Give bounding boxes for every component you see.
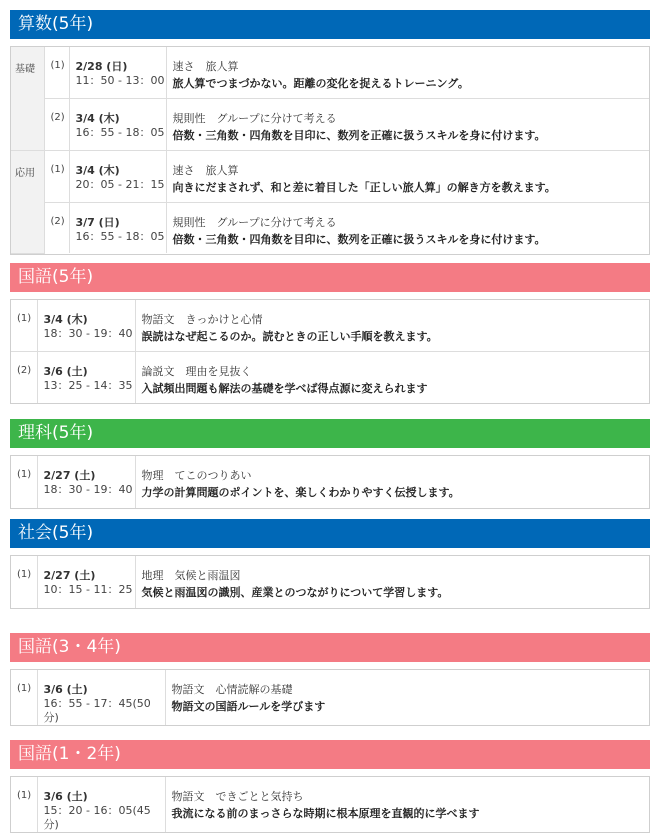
lesson-text: 向きにだまされず、和と差に着目した「正しい旅人算」の解き方を教えます。 (172, 180, 556, 194)
lesson-number: (1) (11, 670, 37, 725)
lesson-text: 誤読はなぜ起こるのか。読むときの正しい手順を教えます。 (141, 330, 438, 343)
math-header: 算数(5年) (10, 10, 650, 39)
lesson-time: 15：20 - 16：05(45分) (43, 804, 151, 831)
lesson-number: (1) (11, 456, 37, 508)
japanese5-section (10, 263, 650, 404)
lesson-number: (1) (11, 300, 37, 351)
lesson-number: (1) (44, 47, 69, 98)
lesson-title: 論説文 理由を見抜く (141, 364, 252, 378)
category-label-advanced: 応用 (11, 150, 44, 253)
japanese5-header: 国語(5年) (10, 263, 650, 292)
japanese12-table (10, 776, 650, 833)
lesson-time: 18：30 - 19：40 (43, 327, 133, 340)
lesson-time: 18：30 - 19：40 (43, 483, 133, 496)
japanese34-table (10, 669, 650, 726)
lesson-description (135, 351, 649, 403)
social-section (10, 519, 650, 609)
lesson-time: 11：50 - 13：00 (75, 74, 165, 87)
lesson-date: 3/6 (土) (43, 364, 88, 378)
table-row (11, 456, 649, 508)
table-row (11, 777, 649, 832)
lesson-number: (2) (44, 98, 69, 150)
lesson-date: 2/27 (土) (43, 469, 96, 482)
lesson-title: 速さ 旅人算 (172, 60, 239, 73)
japanese34-header: 国語(3・4年) (10, 633, 650, 662)
lesson-title: 物語文 きっかけと心情 (141, 313, 263, 326)
social-header: 社会(5年) (10, 519, 650, 548)
lesson-date: 3/6 (土) (43, 683, 88, 696)
science-section (10, 419, 650, 509)
lesson-date: 3/4 (木) (75, 111, 120, 125)
math-section (10, 10, 650, 255)
lesson-text: 倍数・三角数・四角数を目印に、数列を正確に扱うスキルを身に付けます。 (172, 232, 546, 246)
table-row (11, 300, 649, 351)
lesson-datetime (69, 150, 166, 202)
lesson-description (165, 777, 649, 832)
lesson-description (135, 300, 649, 351)
lesson-datetime (37, 300, 135, 351)
japanese5-table (10, 299, 650, 404)
lesson-date: 3/4 (木) (43, 313, 88, 326)
lesson-description (166, 150, 649, 202)
table-row (11, 98, 649, 150)
lesson-time: 20：05 - 21：15 (75, 177, 165, 191)
lesson-date: 3/4 (木) (75, 163, 120, 177)
table-row (11, 150, 649, 202)
lesson-text: 入試頻出問題も解法の基礎を学べば得点源に変えられます (141, 381, 428, 395)
math-table (10, 46, 650, 255)
lesson-description (135, 456, 649, 508)
lesson-number: (1) (44, 150, 69, 202)
lesson-number: (1) (11, 556, 37, 608)
lesson-date: 3/7 (日) (75, 215, 120, 229)
lesson-datetime (37, 351, 135, 403)
lesson-text: 倍数・三角数・四角数を目印に、数列を正確に扱うスキルを身に付けます。 (172, 128, 546, 142)
lesson-description (165, 670, 649, 725)
lesson-text: 力学の計算問題のポイントを、楽しくわかりやすく伝授します。 (141, 486, 460, 499)
lesson-datetime (37, 670, 165, 725)
social-table (10, 555, 650, 609)
lesson-datetime (69, 47, 166, 98)
japanese12-section (10, 740, 650, 833)
lesson-datetime (37, 556, 135, 608)
lesson-datetime (37, 456, 135, 508)
lesson-title: 速さ 旅人算 (172, 163, 239, 177)
lesson-text: 気候と雨温図の識別、産業とのつながりについて学習します。 (141, 586, 449, 599)
table-row (11, 351, 649, 403)
table-row (11, 670, 649, 725)
table-row (11, 202, 649, 253)
lesson-title: 物語文 心情読解の基礎 (171, 683, 293, 696)
lesson-title: 地理 気候と雨温図 (141, 569, 241, 582)
lesson-number: (2) (11, 351, 37, 403)
lesson-description (166, 98, 649, 150)
lesson-description (135, 556, 649, 608)
science-header: 理科(5年) (10, 419, 650, 448)
lesson-title: 物語文 できごとと気持ち (171, 790, 304, 803)
japanese34-section (10, 633, 650, 726)
lesson-text: 物語文の国語ルールを学びます (171, 700, 326, 713)
table-row (11, 556, 649, 608)
lesson-text: 旅人算でつまづかない。距離の変化を捉えるトレーニング。 (172, 77, 469, 90)
lesson-title: 物理 てこのつりあい (141, 469, 252, 482)
lesson-title: 規則性 グループに分けて考える (172, 215, 337, 229)
lesson-date: 2/27 (土) (43, 569, 96, 582)
lesson-number: (2) (44, 202, 69, 253)
japanese12-header: 国語(1・2年) (10, 740, 650, 769)
lesson-number: (1) (11, 777, 37, 832)
lesson-time: 10：15 - 11：25 (43, 583, 133, 596)
lesson-time: 13：25 - 14：35 (43, 378, 133, 392)
category-label-basic: 基礎 (11, 47, 44, 150)
lesson-datetime (69, 98, 166, 150)
science-table (10, 455, 650, 509)
lesson-date: 2/28 (日) (75, 60, 128, 73)
lesson-time: 16：55 - 18：05 (75, 125, 165, 139)
lesson-description (166, 202, 649, 253)
lesson-text: 我流になる前のまっさらな時期に根本原理を直観的に学べます (171, 807, 480, 820)
lesson-description (166, 47, 649, 98)
lesson-date: 3/6 (土) (43, 790, 88, 803)
table-row (11, 47, 649, 98)
lesson-title: 規則性 グループに分けて考える (172, 111, 337, 125)
lesson-datetime (37, 777, 165, 832)
lesson-datetime (69, 202, 166, 253)
lesson-time: 16：55 - 18：05 (75, 229, 165, 243)
lesson-time: 16：55 - 17：45(50分) (43, 697, 151, 724)
